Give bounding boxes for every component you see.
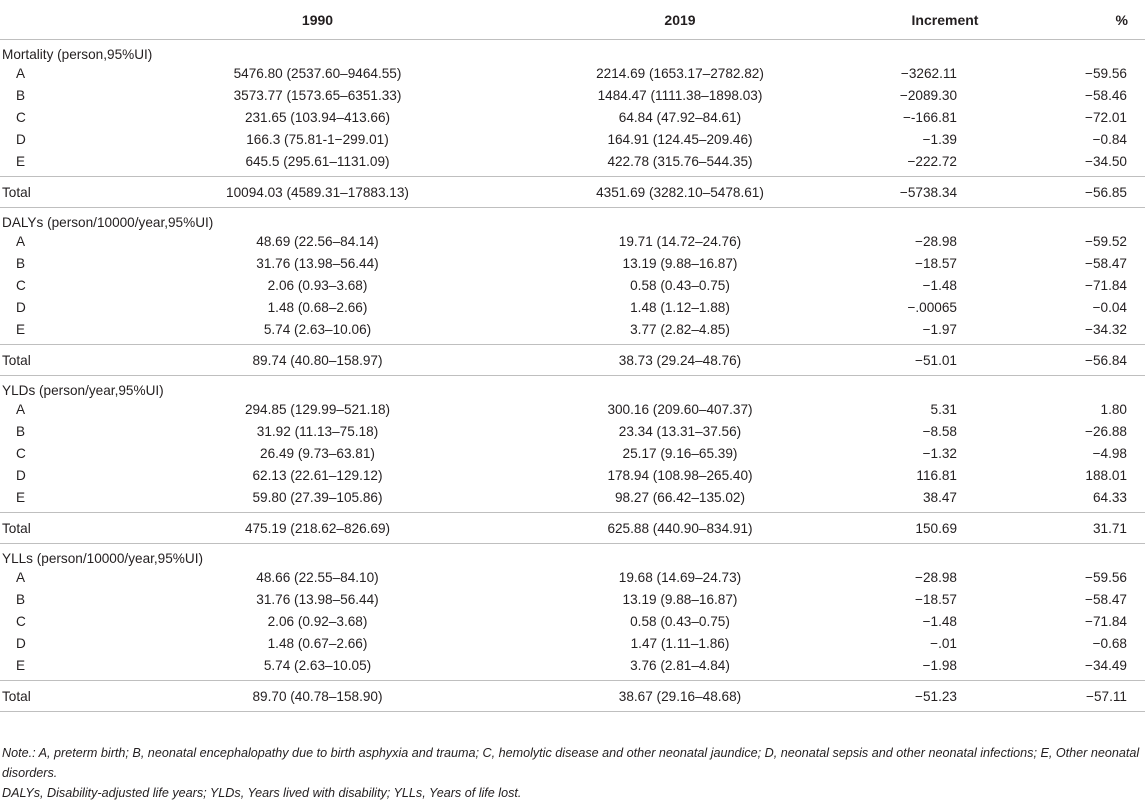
value-1990: 5.74 (2.63–10.05)	[263, 658, 372, 673]
table-row	[0, 420, 1145, 442]
table-row	[0, 464, 1145, 486]
row-label: C	[16, 613, 26, 629]
value-2019: 19.71 (14.72–24.76)	[618, 233, 742, 249]
row-label: D	[16, 467, 26, 483]
section-header-row	[0, 208, 1145, 231]
row-label: B	[16, 591, 26, 607]
value-2019: 422.78 (315.76–544.35)	[607, 154, 753, 169]
header-increment: Increment	[860, 0, 1030, 40]
value-1990: 166.3 (75.81-1−299.01)	[246, 131, 389, 147]
row-label: B	[16, 87, 26, 103]
section-header-row	[0, 376, 1145, 399]
table-body	[0, 40, 1145, 712]
value-increment: −8.58	[922, 423, 957, 439]
total-row-label: Total	[0, 345, 135, 376]
value-increment: −3262.11	[900, 65, 957, 81]
section-title: YLLs (person/10000/year,95%UI)	[2, 551, 204, 566]
header-1990: 1990	[135, 0, 500, 40]
value-1990: 31.76 (13.98–56.44)	[256, 591, 379, 607]
value-2019: 98.27 (66.42–135.02)	[614, 490, 745, 505]
value-percent: −72.01	[1085, 109, 1127, 125]
table-row	[0, 84, 1145, 106]
value-2019: 19.68 (14.69–24.73)	[618, 569, 742, 585]
value-increment: −-166.81	[902, 109, 957, 125]
total-value-1990: 10094.03 (4589.31–17883.13)	[135, 177, 500, 208]
table-row	[0, 588, 1145, 610]
table-row	[0, 654, 1145, 681]
value-1990: 3573.77 (1573.65–6351.33)	[233, 87, 402, 103]
header-2019: 2019	[500, 0, 860, 40]
value-1990: 48.69 (22.56–84.14)	[256, 233, 379, 249]
value-increment: −1.97	[922, 322, 957, 337]
total-value-1990: 89.74 (40.80–158.97)	[135, 345, 500, 376]
value-increment: −18.57	[915, 591, 957, 607]
row-label: D	[16, 131, 26, 147]
section-header-row	[0, 544, 1145, 567]
total-value-percent: −56.85	[1030, 177, 1145, 208]
table-row	[0, 632, 1145, 654]
value-1990: 31.76 (13.98–56.44)	[256, 255, 379, 271]
table-row	[0, 442, 1145, 464]
value-increment: −28.98	[915, 569, 957, 585]
table-row	[0, 274, 1145, 296]
value-2019: 3.76 (2.81–4.84)	[630, 658, 730, 673]
value-percent: −71.84	[1085, 277, 1127, 293]
section-title: DALYs (person/10000/year,95%UI)	[2, 215, 214, 230]
value-percent: −58.47	[1085, 255, 1127, 271]
table-row	[0, 128, 1145, 150]
row-label: E	[16, 490, 26, 505]
row-label: A	[16, 233, 26, 249]
value-2019: 300.16 (209.60–407.37)	[607, 401, 753, 417]
total-value-2019: 38.73 (29.24–48.76)	[500, 345, 860, 376]
value-2019: 13.19 (9.88–16.87)	[622, 591, 738, 607]
value-percent: −34.50	[1085, 154, 1127, 169]
table-notes	[2, 743, 1140, 803]
value-2019: 2214.69 (1653.17–2782.82)	[596, 65, 764, 81]
total-value-percent: −57.11	[1030, 681, 1145, 712]
table-row	[0, 62, 1145, 84]
row-label: E	[16, 322, 26, 337]
table-row	[0, 230, 1145, 252]
total-row	[0, 177, 1145, 208]
total-value-percent: 31.71	[1030, 513, 1145, 544]
value-increment: −1.48	[922, 613, 957, 629]
section-header-row	[0, 40, 1145, 63]
value-percent: −0.84	[1092, 131, 1127, 147]
row-label: E	[16, 658, 26, 673]
total-row-label: Total	[0, 513, 135, 544]
total-row-label: Total	[0, 177, 135, 208]
row-label: B	[16, 255, 26, 271]
value-1990: 294.85 (129.99–521.18)	[244, 401, 391, 417]
row-label: D	[16, 635, 26, 651]
value-increment: −1.39	[922, 131, 957, 147]
row-label: C	[16, 277, 26, 293]
value-increment: 116.81	[916, 467, 957, 483]
value-percent: −59.56	[1085, 569, 1127, 585]
note-abbreviations-causes: Note.: A, preterm birth; B, neonatal encephalopathy due to birth asphyxia and trauma; C, hemolytic disease and other neonatal jaundice; D, neonatal sepsis and other neonatal infections; E, Other neonatal disorders.	[2, 746, 1140, 780]
table-row	[0, 296, 1145, 318]
value-2019: 13.19 (9.88–16.87)	[622, 255, 738, 271]
header-label	[0, 0, 135, 40]
total-row	[0, 513, 1145, 544]
value-increment: −2089.30	[899, 87, 957, 103]
value-percent: −4.98	[1092, 445, 1127, 461]
total-value-increment: 150.69	[860, 513, 1030, 544]
section-title: Mortality (person,95%UI)	[2, 47, 153, 62]
table-row	[0, 106, 1145, 128]
value-percent: −26.88	[1085, 423, 1127, 439]
value-increment: −1.48	[922, 277, 957, 293]
value-1990: 2.06 (0.92–3.68)	[267, 613, 368, 629]
total-value-increment: −51.23	[860, 681, 1030, 712]
value-increment: −1.98	[922, 658, 957, 673]
value-2019: 25.17 (9.16–65.39)	[622, 445, 738, 461]
value-percent: −71.84	[1085, 613, 1127, 629]
row-label: D	[16, 299, 26, 315]
value-percent: −0.68	[1092, 635, 1127, 651]
value-increment: −222.72	[907, 154, 957, 169]
value-2019: 178.94 (108.98–265.40)	[607, 467, 753, 483]
value-percent: −59.52	[1085, 233, 1127, 249]
value-2019: 164.91 (124.45–209.46)	[607, 131, 753, 147]
value-1990: 5476.80 (2537.60–9464.55)	[233, 65, 402, 81]
value-2019: 64.84 (47.92–84.61)	[618, 109, 742, 125]
total-value-2019: 4351.69 (3282.10–5478.61)	[500, 177, 860, 208]
value-2019: 3.77 (2.82–4.85)	[630, 322, 730, 337]
value-2019: 1.47 (1.11–1.86)	[630, 635, 730, 651]
value-increment: 5.31	[930, 401, 957, 417]
total-value-percent: −56.84	[1030, 345, 1145, 376]
total-row-label: Total	[0, 681, 135, 712]
row-label: A	[16, 65, 26, 81]
value-1990: 1.48 (0.68–2.66)	[267, 299, 368, 315]
value-2019: 1.48 (1.12–1.88)	[630, 299, 730, 315]
note-abbreviations-metrics: DALYs, Disability-adjusted life years; YLDs, Years lived with disability; YLLs, Years of life lost.	[2, 786, 522, 800]
table-row	[0, 566, 1145, 588]
value-1990: 48.66 (22.55–84.10)	[256, 569, 379, 585]
total-value-increment: −5738.34	[860, 177, 1030, 208]
total-value-1990: 475.19 (218.62–826.69)	[135, 513, 500, 544]
value-increment: 38.47	[922, 490, 957, 505]
row-label: A	[16, 569, 26, 585]
table-row	[0, 486, 1145, 513]
value-2019: 0.58 (0.43–0.75)	[630, 277, 730, 293]
total-value-increment: −51.01	[860, 345, 1030, 376]
value-percent: 64.33	[1092, 490, 1127, 505]
value-1990: 62.13 (22.61–129.12)	[252, 467, 383, 483]
value-1990: 59.80 (27.39–105.86)	[252, 490, 383, 505]
header-row	[0, 0, 1145, 40]
table-row	[0, 252, 1145, 274]
table-row	[0, 150, 1145, 177]
section-title: YLDs (person/year,95%UI)	[2, 383, 164, 398]
total-row	[0, 345, 1145, 376]
total-value-1990: 89.70 (40.78–158.90)	[135, 681, 500, 712]
total-value-2019: 625.88 (440.90–834.91)	[500, 513, 860, 544]
table-row	[0, 398, 1145, 420]
value-percent: −34.49	[1085, 658, 1127, 673]
row-label: C	[16, 109, 26, 125]
value-percent: 1.80	[1100, 401, 1127, 417]
value-1990: 5.74 (2.63–10.06)	[263, 322, 372, 337]
value-percent: −58.46	[1085, 87, 1127, 103]
value-increment: −1.32	[922, 445, 957, 461]
table-row	[0, 318, 1145, 345]
value-1990: 31.92 (11.13–75.18)	[256, 423, 379, 439]
value-increment: −.00065	[907, 299, 957, 315]
value-percent: 188.01	[1085, 467, 1127, 483]
value-increment: −.01	[930, 635, 957, 651]
row-label: C	[16, 445, 26, 461]
value-2019: 23.34 (13.31–37.56)	[618, 423, 742, 439]
value-1990: 231.65 (103.94–413.66)	[244, 109, 391, 125]
value-increment: −18.57	[915, 255, 957, 271]
value-increment: −28.98	[915, 233, 957, 249]
value-2019: 1484.47 (1111.38–1898.03)	[597, 87, 763, 103]
value-1990: 26.49 (9.73–63.81)	[260, 445, 375, 461]
row-label: E	[16, 154, 26, 169]
row-label: B	[16, 423, 26, 439]
value-percent: −59.56	[1085, 65, 1127, 81]
value-1990: 645.5 (295.61–1131.09)	[245, 154, 390, 169]
value-percent: −0.04	[1092, 299, 1127, 315]
header-percent: %	[1030, 0, 1145, 40]
row-label: A	[16, 401, 26, 417]
value-percent: −58.47	[1085, 591, 1127, 607]
table-row	[0, 610, 1145, 632]
value-1990: 2.06 (0.93–3.68)	[267, 277, 368, 293]
value-percent: −34.32	[1085, 322, 1127, 337]
total-row	[0, 681, 1145, 712]
value-1990: 1.48 (0.67–2.66)	[267, 635, 368, 651]
value-2019: 0.58 (0.43–0.75)	[630, 613, 730, 629]
total-value-2019: 38.67 (29.16–48.68)	[500, 681, 860, 712]
